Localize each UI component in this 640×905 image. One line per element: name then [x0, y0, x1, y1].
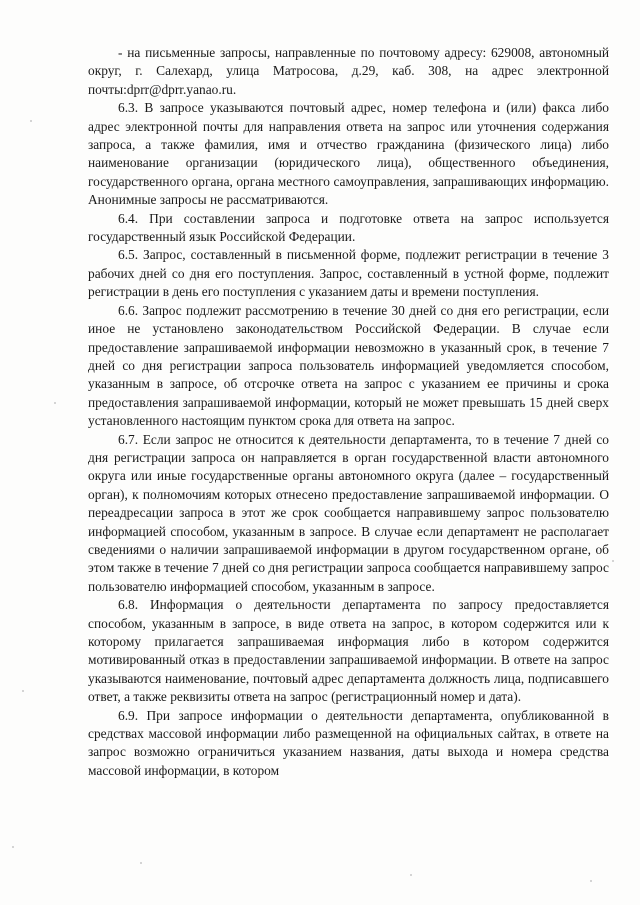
paragraph-6-9: 6.9. При запросе информации о деятельности департамента, опубликованной в средствах массовой информации либо размещенной на официальных сайтах, в ответе на запрос возможно ограничиться указанием названия, даты выхода и номера средства массовой информации, в котором — [88, 707, 609, 778]
paragraph-6-6: 6.6. Запрос подлежит рассмотрению в течение 30 дней со дня его регистрации, если иное не установлено законодательством Российской Федерации. В случае если предоставление запрашиваемой информации невозможно в указанный срок, в течение 7 дней со дня регистрации запроса пользователь информацией уведомляется способом, указанным в запросе, об отсрочке ответа на запрос с указанием ее причины и срока предоставления запрашиваемой информации, который не может превышать 15 дней сверх установленного настоящим пунктом срока для ответа на запрос. — [88, 302, 609, 429]
scan-speck — [590, 880, 592, 882]
scan-speck — [22, 690, 24, 692]
paragraph-6-4: 6.4. При составлении запроса и подготовке ответа на запрос используется государственный язык Российской Федерации. — [88, 210, 609, 245]
scan-speck — [54, 402, 56, 404]
document-body — [88, 44, 609, 780]
scan-speck — [612, 560, 614, 562]
paragraph-6-8: 6.8. Информация о деятельности департамента по запросу предоставляется способом, указанным в запросе, в виде ответа на запрос, в котором содержится или к которому прилагается запрашиваемая информация либо в котором содержится мотивированный отказ в предоставлении запрашиваемой информации. В ответе на запрос указываются наименование, почтовый адрес департамента должность лица, подписавшего ответ, а также реквизиты ответа на запрос (регистрационный номер и дата). — [88, 597, 609, 705]
scan-speck — [12, 846, 14, 848]
scan-speck — [410, 874, 412, 876]
paragraph-6-3: 6.3. В запросе указываются почтовый адрес, номер телефона и (или) факса либо адрес электронной почты для направления ответа на запрос или уточнения содержания запроса, а также фамилия, имя и отчество гражданина (физического лица) либо наименование организации (юридического лица), общественного объединения, государственного органа, органа местного самоуправления, запрашивающих информацию. Анонимные запросы не рассматриваются. — [88, 100, 609, 208]
paragraph-6-7: 6.7. Если запрос не относится к деятельности департамента, то в течение 7 дней со дня регистрации запроса он направляется в орган государственной власти автономного округа или иные государственные органы автономного округа (далее – государственный орган), к полномочиям которых отнесено предоставление запрашиваемой информации. О переадресации запроса в этот же срок сообщается направившему запрос пользователю информацией способом, указанным в запросе. В случае если департамент не располагает сведениями о наличии запрашиваемой информации в другом государственном органе, об этом также в течение 7 дней со дня регистрации запроса сообщается направившему запрос пользователю информацией способом, указанным в запросе. — [88, 431, 610, 594]
scan-speck — [140, 862, 142, 864]
paragraph-6-5: 6.5. Запрос, составленный в письменной форме, подлежит регистрации в течение 3 рабочих дней со дня его поступления. Запрос, составленный в устной форме, подлежит регистрации в день его поступления с указанием даты и времени поступления. — [88, 247, 609, 300]
scan-speck — [30, 120, 32, 122]
paragraph-postal-address: - на письменные запросы, направленные по почтовому адресу: 629008, автономный округ, г. Салехард, улица Матросова, д.29, каб. 308, на адрес электронной почты:dprr@dprr.yanao.ru. — [88, 45, 609, 97]
